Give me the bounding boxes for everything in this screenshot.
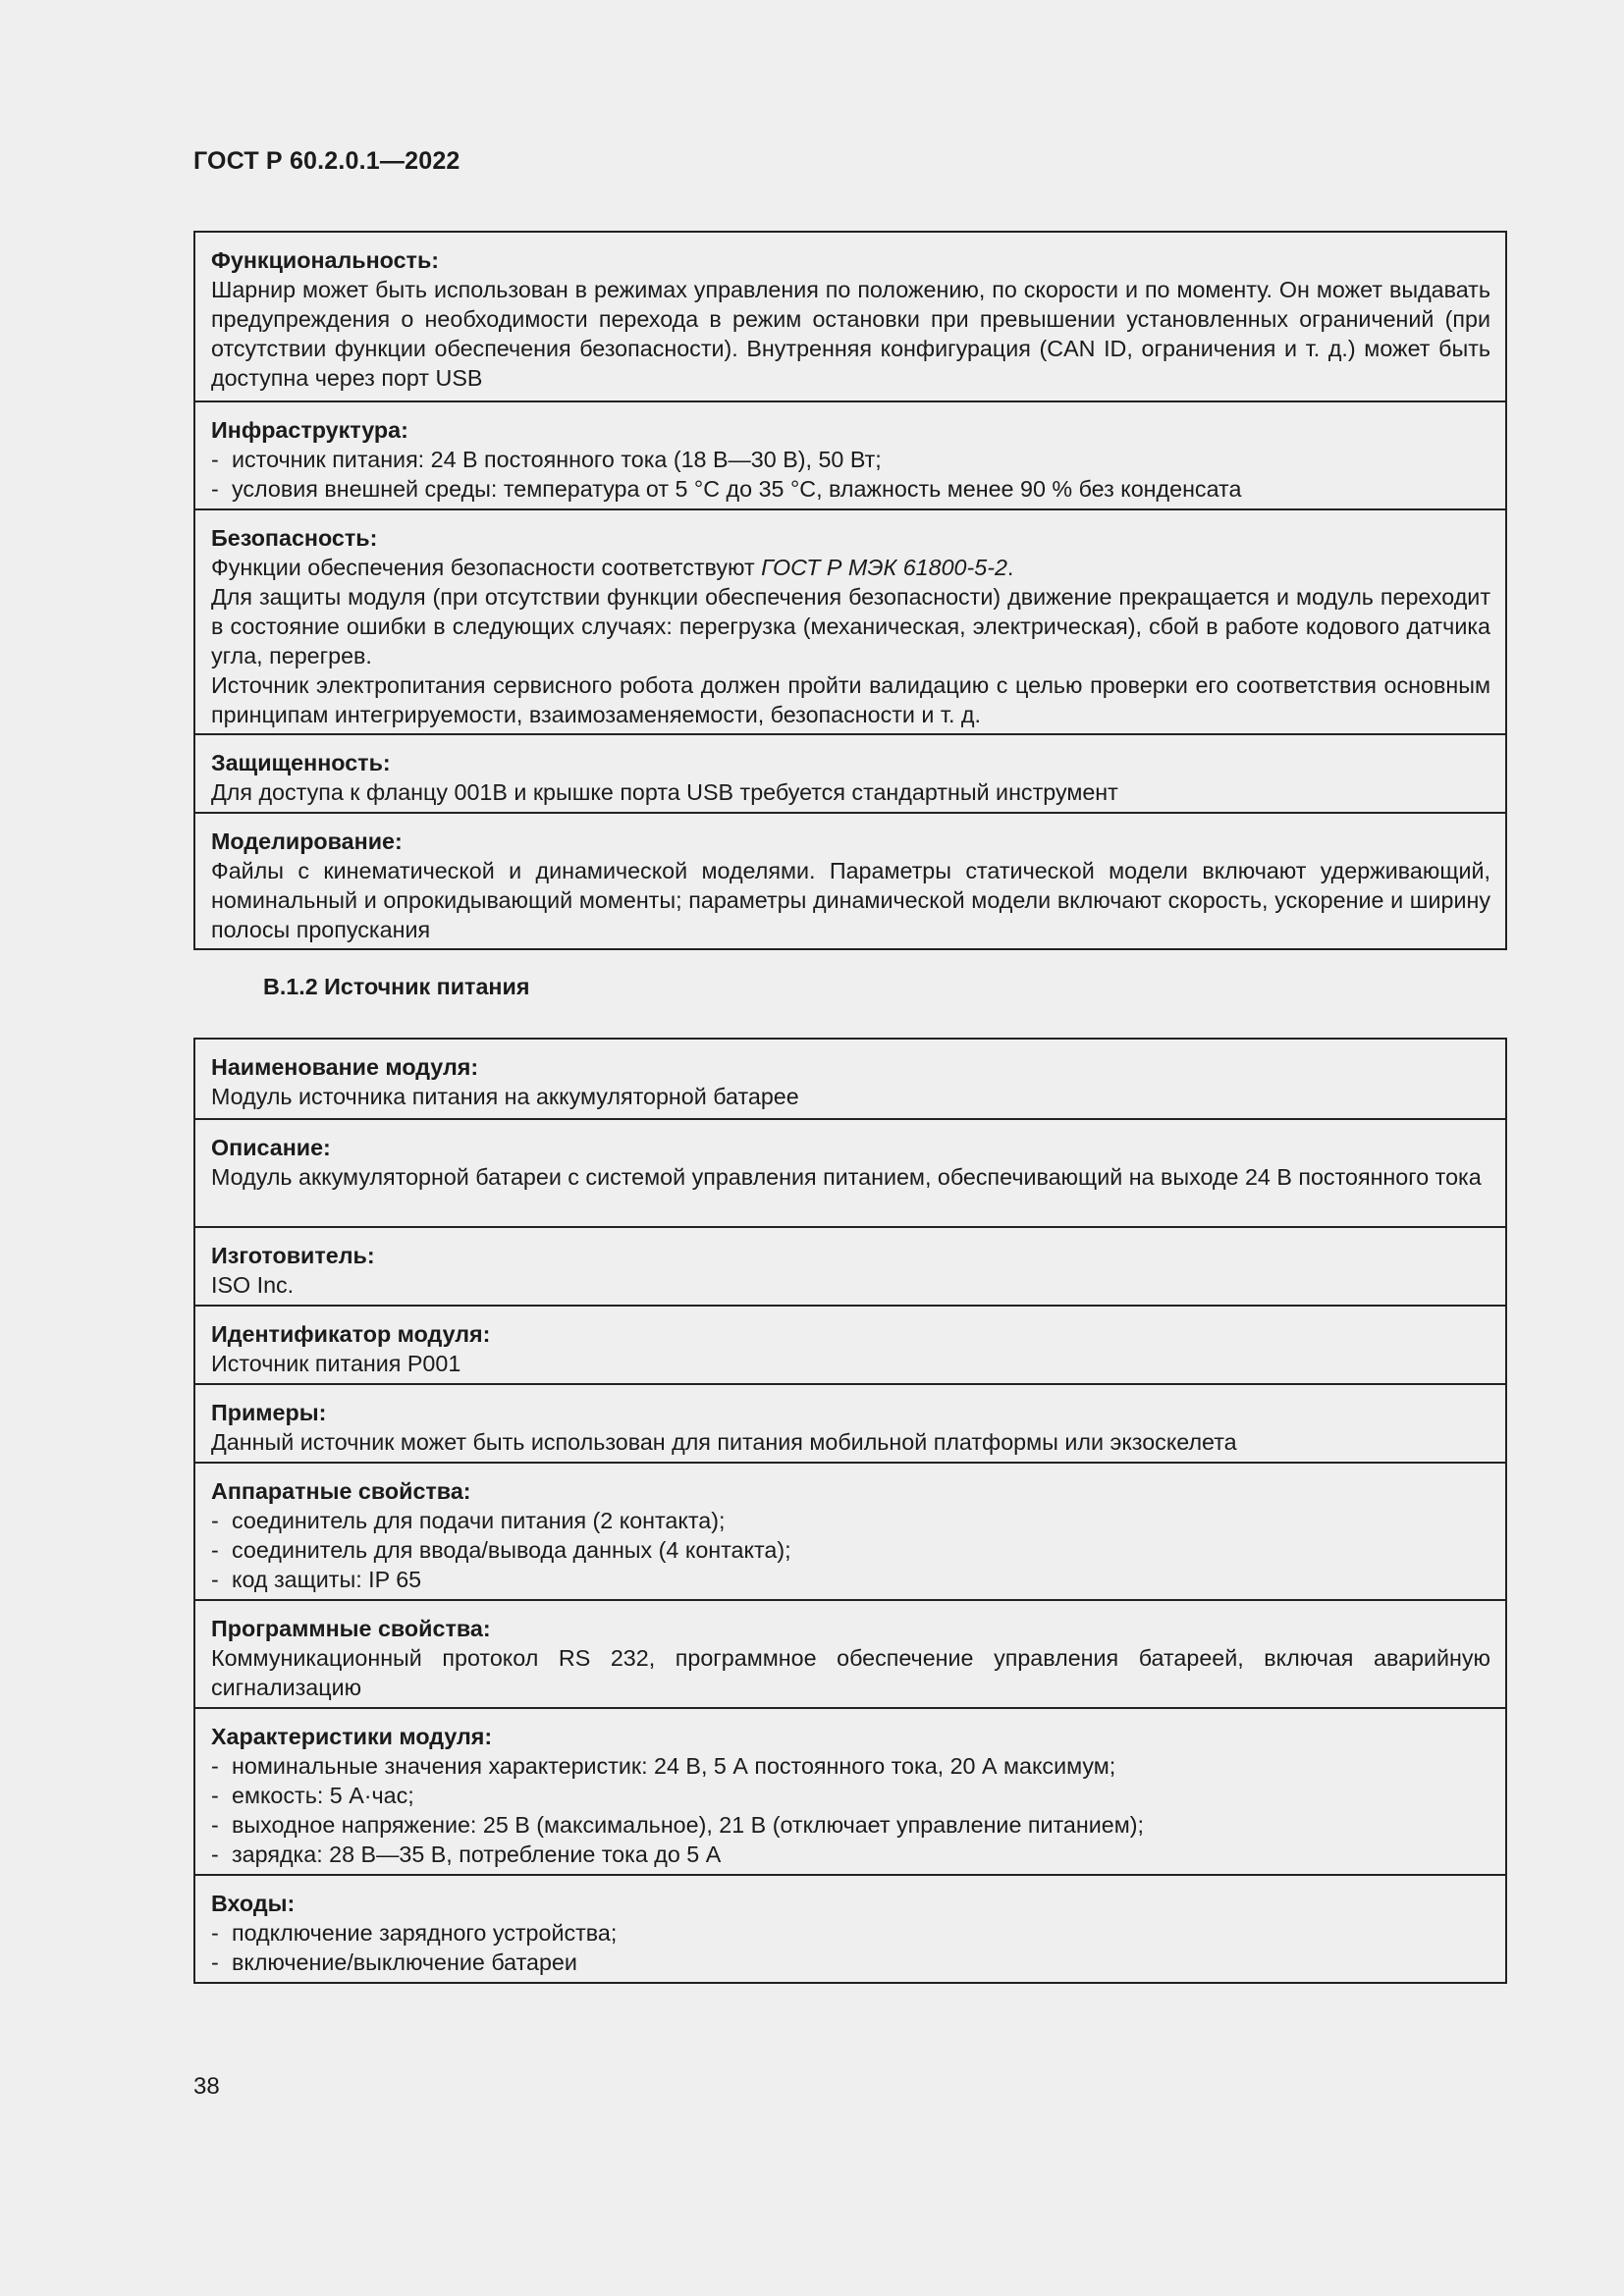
table-row [195, 1874, 1505, 1982]
table-row [195, 1599, 1505, 1707]
list-item: - емкость: 5 А·час; [211, 1781, 1490, 1810]
row-text: Модуль источника питания на аккумуляторной батарее [211, 1084, 799, 1109]
row-text: Данный источник может быть использован для питания мобильной платформы или экзоскелета [211, 1429, 1237, 1455]
table-row [195, 1040, 1505, 1118]
list-item: - включение/выключение батареи [211, 1948, 1490, 1977]
row-text: Файлы с кинематической и динамической моделями. Параметры статической модели включают удерживающий, номинальный и опрокидывающий моменты; параметры динамической модели включают скорость, ускорение и ширину полосы пропускания [211, 858, 1490, 942]
table-row [195, 233, 1505, 400]
table-row [195, 733, 1505, 812]
row-title: Наименование модуля: [211, 1054, 479, 1080]
row-text: Для защиты модуля (при отсутствии функции обеспечения безопасности) движение прекращается и модуль переходит в состояние ошибки в следующих случаях: перегрузка (механическая, электрическая), сбой в работе кодового датчика угла, перегрев. [211, 584, 1490, 668]
row-title: Описание: [211, 1135, 331, 1160]
row-title: Аппаратные свойства: [211, 1478, 471, 1504]
table-row [195, 1305, 1505, 1383]
table-row [195, 1462, 1505, 1599]
list-item: - номинальные значения характеристик: 24 В, 5 А постоянного тока, 20 А максимум; [211, 1751, 1490, 1781]
list-item: - подключение зарядного устройства; [211, 1918, 1490, 1948]
row-title: Безопасность: [211, 525, 378, 551]
row-title: Функциональность: [211, 247, 440, 273]
row-text: ISO Inc. [211, 1272, 295, 1298]
row-title: Программные свойства: [211, 1616, 491, 1641]
row-title: Идентификатор модуля: [211, 1321, 491, 1347]
row-text: Шарнир может быть использован в режимах управления по положению, по скорости и по моменту. Он может выдавать предупреждения о необходимости перехода в режим остановки при превышении установленных ограничений (при отсутствии функции обеспечения безопасности). Внутренняя конфигурация (CAN ID, ограничения и т. д.) может быть доступна через порт USB [211, 277, 1490, 391]
row-title: Примеры: [211, 1400, 327, 1425]
table-row [195, 400, 1505, 508]
table-row [195, 508, 1505, 733]
safety-text-suffix: . [1006, 555, 1014, 580]
list-item: - зарядка: 28 В—35 В, потребление тока до 5 А [211, 1840, 1490, 1869]
row-text: Модуль аккумуляторной батареи с системой управления питанием, обеспечивающий на выходе 24 В постоянного тока [211, 1164, 1482, 1190]
list-item: - код защиты: IP 65 [211, 1565, 1490, 1594]
list-item: - соединитель для ввода/вывода данных (4 контакта); [211, 1535, 1490, 1565]
list-item: - условия внешней среды: температура от 5 °С до 35 °С, влажность менее 90 % без конденсата [211, 474, 1490, 504]
row-title: Изготовитель: [211, 1243, 375, 1268]
page-number: 38 [193, 2073, 220, 2100]
standard-reference: ГОСТ Р МЭК 61800-5-2 [761, 555, 1007, 580]
row-text: Коммуникационный протокол RS 232, программное обеспечение управления батареей, включая аварийную сигнализацию [211, 1645, 1490, 1700]
row-title: Моделирование: [211, 828, 403, 854]
joint-properties-table [193, 231, 1507, 950]
table-row [195, 1707, 1505, 1874]
safety-text-prefix: Функции обеспечения безопасности соответствуют [211, 555, 762, 580]
table-row [195, 1383, 1505, 1462]
section-heading: В.1.2 Источник питания [263, 974, 530, 999]
table-row [195, 1118, 1505, 1226]
table-row [195, 812, 1505, 948]
document-header: ГОСТ Р 60.2.0.1—2022 [193, 147, 460, 175]
row-text: Для доступа к фланцу 001В и крышке порта USB требуется стандартный инструмент [211, 779, 1118, 805]
row-title: Характеристики модуля: [211, 1724, 493, 1749]
row-title: Входы: [211, 1891, 296, 1916]
row-title: Защищенность: [211, 750, 391, 775]
row-title: Инфраструктура: [211, 417, 408, 443]
list-item: - выходное напряжение: 25 В (максимальное), 21 В (отключает управление питанием); [211, 1810, 1490, 1840]
row-text: Источник питания Р001 [211, 1351, 461, 1376]
row-text: Источник электропитания сервисного робота должен пройти валидацию с целью проверки его соответствия основным принципам интегрируемости, взаимозаменяемости, безопасности и т. д. [211, 672, 1490, 727]
table-row [195, 1226, 1505, 1305]
power-module-table [193, 1038, 1507, 1984]
list-item: - соединитель для подачи питания (2 контакта); [211, 1506, 1490, 1535]
row-text [211, 553, 1490, 582]
list-item: - источник питания: 24 В постоянного тока (18 В—30 В), 50 Вт; [211, 445, 1490, 474]
